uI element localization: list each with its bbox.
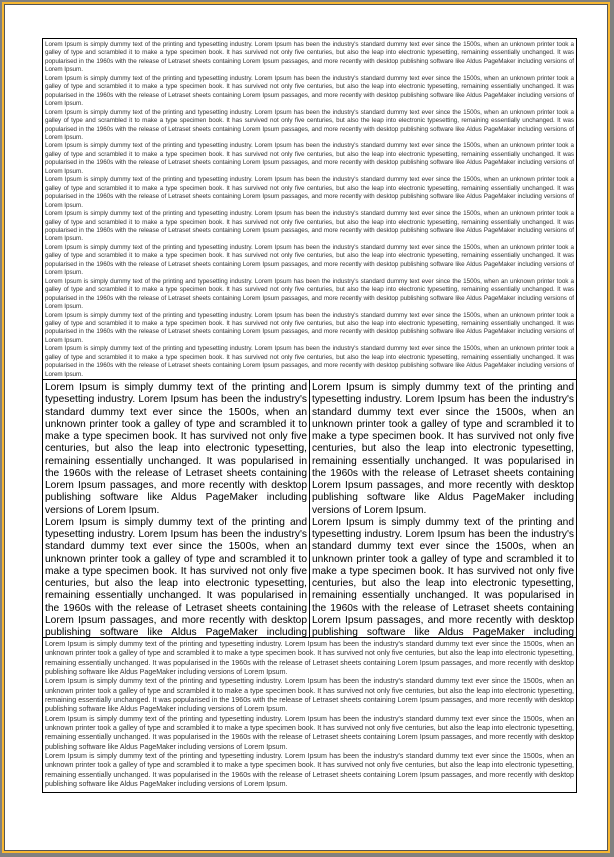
paragraph: Lorem Ipsum is simply dummy text of the printing and typesetting industry. Lorem Ipsum has been the industry's standard dummy text ever since the 1500s, when an unknown printer took a galley of type and scrambled it to make a type specimen book. It has survived not only five centuries, but also the leap into electronic typesetting, remaining essentially unchanged. It was popularised in the 1960s with the release of Letraset sheets containing Lorem Ipsum passages, and more recently with desktop publishing software like Aldus PageMaker including versions of Lorem Ipsum. (45, 640, 574, 677)
paragraph: Lorem Ipsum is simply dummy text of the printing and typesetting industry. Lorem Ipsum has been the industry's standard dummy text ever since the 1500s, when an unknown printer took a galley of type and scrambled it to make a type specimen book. It has survived not only five centuries, but also the leap into electronic typesetting, remaining essentially unchanged. It was popularised in the 1960s with the release of Letraset sheets containing Lorem Ipsum passages, and more recently with desktop publishing software like Aldus PageMaker including versions of Lorem Ipsum. (45, 714, 574, 751)
paragraph: Lorem Ipsum is simply dummy text of the printing and typesetting industry. Lorem Ipsum has been the industry's standard dummy text ever since the 1500s, when an unknown printer took a galley of type and scrambled it to make a type specimen book. It has survived not only five centuries, but also the leap into electronic typesetting, remaining essentially unchanged. It was popularised in the 1960s with the release of Letraset sheets containing Lorem Ipsum passages, and more recently with desktop publishing software like Aldus PageMaker including versions of Lorem Ipsum. (45, 74, 574, 108)
paragraph: Lorem Ipsum is simply dummy text of the printing and typesetting industry. Lorem Ipsum has been the industry's standard dummy text ever since the 1500s, when an unknown printer took a galley of type and scrambled it to make a type specimen book. It has survived not only five centuries, but also the leap into electronic typesetting, remaining essentially unchanged. It was popularised in the 1960s with the release of Letraset sheets containing Lorem Ipsum passages, and more recently with desktop publishing software like Aldus PageMaker including (45, 516, 307, 637)
two-column-block (42, 380, 577, 638)
paragraph: Lorem Ipsum is simply dummy text of the printing and typesetting industry. Lorem Ipsum has been the industry's standard dummy text ever since the 1500s, when an unknown printer took a galley of type and scrambled it to make a type specimen book. It has survived not only five centuries, but also the leap into electronic typesetting, remaining essentially unchanged. It was popularised in the 1960s with the release of Letraset sheets containing Lorem Ipsum passages, and more recently with desktop publishing software like Aldus PageMaker including versions of Lorem Ipsum. (45, 108, 574, 141)
paragraph: Lorem Ipsum is simply dummy text of the printing and typesetting industry. Lorem Ipsum has been the industry's standard dummy text ever since the 1500s, when an unknown printer took a galley of type and scrambled it to make a type specimen book. It has survived not only five centuries, but also the leap into electronic typesetting, remaining essentially unchanged. It was popularised in the 1960s with the release of Letraset sheets containing Lorem Ipsum passages, and more recently with desktop publishing software like Aldus PageMaker including versions of Lorem Ipsum. (45, 41, 574, 74)
paragraph: Lorem Ipsum is simply dummy text of the printing and typesetting industry. Lorem Ipsum has been the industry's standard dummy text ever since the 1500s, when an unknown printer took a galley of type and scrambled it to make a type specimen book. It has survived not only five centuries, but also the leap into electronic typesetting, remaining essentially unchanged. It was popularised in the 1960s with the release of Letraset sheets containing Lorem Ipsum passages, and more recently with desktop publishing software like Aldus PageMaker including versions of Lorem Ipsum. (312, 382, 574, 516)
paragraph: Lorem Ipsum is simply dummy text of the printing and typesetting industry. Lorem Ipsum has been the industry's standard dummy text ever since the 1500s, when an unknown printer took a galley of type and scrambled it to make a type specimen book. It has survived not only five centuries, but also the leap into electronic typesetting, remaining essentially unchanged. It was popularised in the 1960s with the release of Letraset sheets containing Lorem Ipsum passages, and more recently with desktop publishing software like Aldus PageMaker including versions of Lorem Ipsum. (45, 277, 574, 311)
paragraph: Lorem Ipsum is simply dummy text of the printing and typesetting industry. Lorem Ipsum has been the industry's standard dummy text ever since the 1500s, when an unknown printer took a galley of type and scrambled it to make a type specimen book. It has survived not only five centuries, but also the leap into electronic typesetting, remaining essentially unchanged. It was popularised in the 1960s with the release of Letraset sheets containing Lorem Ipsum passages, and more recently with desktop publishing software like Aldus PageMaker including versions of Lorem Ipsum. (45, 243, 574, 277)
top-text-block (42, 38, 577, 380)
paragraph: Lorem Ipsum is simply dummy text of the printing and typesetting industry. Lorem Ipsum has been the industry's standard dummy text ever since the 1500s, when an unknown printer took a galley of type and scrambled it to make a type specimen book. It has survived not only five centuries, but also the leap into electronic typesetting, remaining essentially unchanged. It was popularised in the 1960s with the release of Letraset sheets containing Lorem Ipsum passages, and more recently with desktop publishing software like Aldus PageMaker including versions of Lorem Ipsum. (45, 176, 574, 209)
right-column (309, 380, 576, 637)
paragraph: Lorem Ipsum is simply dummy text of the printing and typesetting industry. Lorem Ipsum has been the industry's standard dummy text ever since the 1500s, when an unknown printer took a galley of type and scrambled it to make a type specimen book. It has survived not only five centuries, but also the leap into electronic typesetting, remaining essentially unchanged. It was popularised in the 1960s with the release of Letraset sheets containing Lorem Ipsum passages, and more recently with desktop publishing software like Aldus PageMaker including versions of Lorem Ipsum. (45, 752, 574, 789)
paragraph: Lorem Ipsum is simply dummy text of the printing and typesetting industry. Lorem Ipsum has been the industry's standard dummy text ever since the 1500s, when an unknown printer took a galley of type and scrambled it to make a type specimen book. It has survived not only five centuries, but also the leap into electronic typesetting, remaining essentially unchanged. It was popularised in the 1960s with the release of Letraset sheets containing Lorem Ipsum passages, and more recently with desktop publishing software like Aldus PageMaker including versions of Lorem Ipsum. (45, 677, 574, 714)
paragraph: Lorem Ipsum is simply dummy text of the printing and typesetting industry. Lorem Ipsum has been the industry's standard dummy text ever since the 1500s, when an unknown printer took a galley of type and scrambled it to make a type specimen book. It has survived not only five centuries, but also the leap into electronic typesetting, remaining essentially unchanged. It was popularised in the 1960s with the release of Letraset sheets containing Lorem Ipsum passages, and more recently with desktop publishing software like Aldus PageMaker including versions of Lorem Ipsum. (45, 345, 574, 378)
bottom-text-block (42, 638, 577, 793)
paragraph: Lorem Ipsum is simply dummy text of the printing and typesetting industry. Lorem Ipsum has been the industry's standard dummy text ever since the 1500s, when an unknown printer took a galley of type and scrambled it to make a type specimen book. It has survived not only five centuries, but also the leap into electronic typesetting, remaining essentially unchanged. It was popularised in the 1960s with the release of Letraset sheets containing Lorem Ipsum passages, and more recently with desktop publishing software like Aldus PageMaker including (312, 516, 574, 637)
document-page (2, 2, 610, 853)
paragraph: Lorem Ipsum is simply dummy text of the printing and typesetting industry. Lorem Ipsum has been the industry's standard dummy text ever since the 1500s, when an unknown printer took a galley of type and scrambled it to make a type specimen book. It has survived not only five centuries, but also the leap into electronic typesetting, remaining essentially unchanged. It was popularised in the 1960s with the release of Letraset sheets containing Lorem Ipsum passages, and more recently with desktop publishing software like Aldus PageMaker including versions of Lorem Ipsum. (45, 210, 574, 243)
paragraph: Lorem Ipsum is simply dummy text of the printing and typesetting industry. Lorem Ipsum has been the industry's standard dummy text ever since the 1500s, when an unknown printer took a galley of type and scrambled it to make a type specimen book. It has survived not only five centuries, but also the leap into electronic typesetting, remaining essentially unchanged. It was popularised in the 1960s with the release of Letraset sheets containing Lorem Ipsum passages, and more recently with desktop publishing software like Aldus PageMaker including versions of Lorem Ipsum. (45, 311, 574, 344)
paragraph: Lorem Ipsum is simply dummy text of the printing and typesetting industry. Lorem Ipsum has been the industry's standard dummy text ever since the 1500s, when an unknown printer took a galley of type and scrambled it to make a type specimen book. It has survived not only five centuries, but also the leap into electronic typesetting, remaining essentially unchanged. It was popularised in the 1960s with the release of Letraset sheets containing Lorem Ipsum passages, and more recently with desktop publishing software like Aldus PageMaker including versions of Lorem Ipsum. (45, 142, 574, 175)
page-content (42, 38, 577, 793)
left-column (43, 380, 309, 637)
paragraph: Lorem Ipsum is simply dummy text of the printing and typesetting industry. Lorem Ipsum has been the industry's standard dummy text ever since the 1500s, when an unknown printer took a galley of type and scrambled it to make a type specimen book. It has survived not only five centuries, but also the leap into electronic typesetting, remaining essentially unchanged. It was popularised in the 1960s with the release of Letraset sheets containing Lorem Ipsum passages, and more recently with desktop publishing software like Aldus PageMaker including versions of Lorem Ipsum. (45, 382, 307, 516)
